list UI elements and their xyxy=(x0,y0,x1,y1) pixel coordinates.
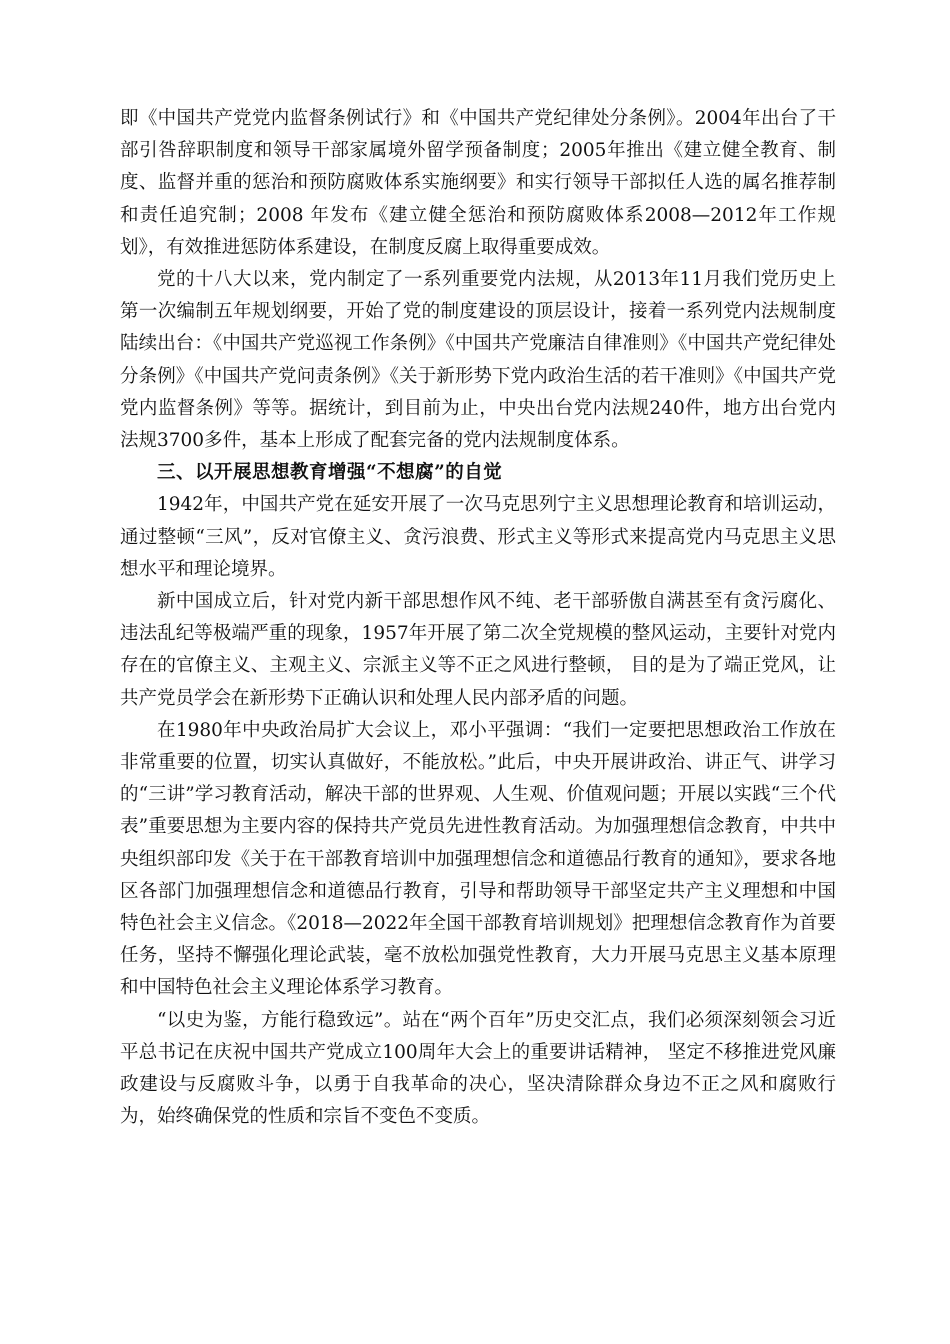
paragraph: 在1980年中央政治局扩大会议上，邓小平强调：“我们一定要把思想政治工作放在非常重要的位置，切实认真做好，不能放松。”此后，中央开展讲政治、讲正气、讲学习的“三讲”学习教育活动，解决干部的世界观、人生观、价值观问题；开展以实践“三个代表”重要思想为主要内容的保持共产党员先进性教育活动。为加强理想信念教育，中共中央组织部印发《关于在干部教育培训中加强理想信念和道德品行教育的通知》，要求各地区各部门加强理想信念和道德品行教育，引导和帮助领导干部坚定共产主义理想和中国特色社会主义信念。《2018—2022年全国干部教育培训规划》把理想信念教育作为首要任务，坚持不懈强化理论武装，毫不放松加强党性教育，大力开展马克思主义基本原理和中国特色社会主义理论体系学习教育。 xyxy=(120,719,836,999)
paragraph: 1942年，中国共产党在延安开展了一次马克思列宁主义思想理论教育和培训运动，通过整顿“三风”，反对官僚主义、贪污浪费、形式主义等形式来提高党内马克思主义思想水平和理论境界。 xyxy=(120,494,836,580)
document-body xyxy=(120,103,836,1134)
paragraph: 新中国成立后，针对党内新干部思想作风不纯、老干部骄傲自满甚至有贪污腐化、违法乱纪等极端严重的现象，1957年开展了第二次全党规模的整风运动，主要针对党内存在的官僚主义、主观主义、宗派主义等不正之风进行整顿， 目的是为了端正党风，让共产党员学会在新形势下正确认识和处理人民内部矛盾的问题。 xyxy=(120,591,836,709)
paragraph: “以史为鉴，方能行稳致远”。站在“两个百年”历史交汇点，我们必须深刻领会习近平总书记在庆祝中国共产党成立100周年大会上的重要讲话精神， 坚定不移推进党风廉政建设与反腐败斗争，以勇于自我革命的决心，坚决清除群众身边不正之风和腐败行为，始终确保党的性质和宗旨不变色不变质。 xyxy=(120,1009,836,1128)
paragraph: 党的十八大以来，党内制定了一系列重要党内法规，从2013年11月我们党历史上第一次编制五年规划纲要，开始了党的制度建设的顶层设计，接着一系列党内法规制度陆续出台：《中国共产党巡视工作条例》《中国共产党廉洁自律准则》《中国共产党纪律处分条例》《中国共产党问责条例》《关于新形势下党内政治生活的若干准则》《中国共产党党内监督条例》等等。据统计，到目前为止，中央出台党内法规240件，地方出台党内法规3700多件，基本上形成了配套完备的党内法规制度体系。 xyxy=(120,269,836,452)
paragraph-continuation: 即《中国共产党党内监督条例试行》和《中国共产党纪律处分条例》。2004年出台了干部引咎辞职制度和领导干部家属境外留学预备制度；2005年推出《建立健全教育、制度、监督并重的惩治和预防腐败体系实施纲要》和实行领导干部拟任人选的属名推荐制和责任追究制；2008 年发布《建立健全惩治和预防腐败体系2008—2012年工作规划》，有效推进惩防体系建设，在制度反腐上取得重要成效。 xyxy=(120,108,836,258)
section-heading: 三、以开展思想教育增强“不想腐”的自觉 xyxy=(157,462,503,484)
